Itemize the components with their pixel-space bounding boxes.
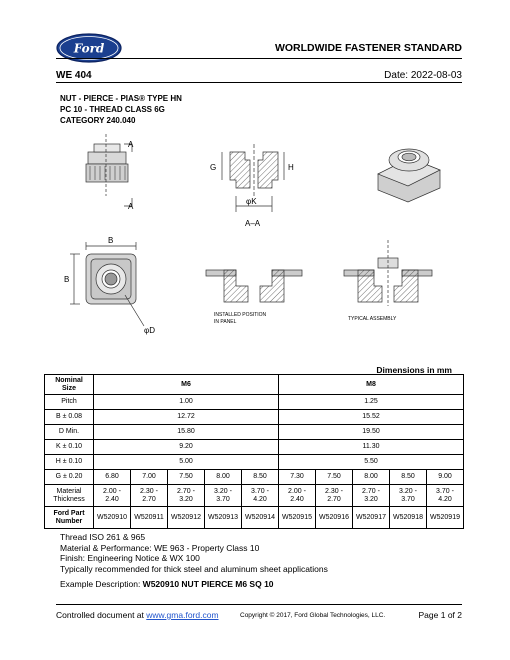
notes: [60, 532, 328, 574]
g-cell: 6.80: [94, 470, 131, 485]
cell-m8: 1.25: [279, 395, 464, 410]
cell-m8: 15.52: [279, 410, 464, 425]
label-d: φD: [144, 326, 155, 335]
table-row: [45, 425, 464, 440]
thickness-cell: 2.30 - 2.70: [316, 485, 353, 507]
table-row: [45, 410, 464, 425]
table-row: [45, 455, 464, 470]
installed-drawing: [206, 270, 302, 302]
nominal-size-label: Nominal Size: [45, 375, 94, 395]
part-number-cell: W520915: [279, 507, 316, 529]
table-row: [45, 440, 464, 455]
assembly-drawing: [344, 240, 432, 306]
label-section: A–A: [245, 219, 261, 228]
size-m8: M8: [279, 375, 464, 395]
controlled-text: Controlled document at: [56, 610, 147, 620]
installed-label-1: INSTALLED POSITION: [214, 312, 267, 318]
g-cell: 7.30: [279, 470, 316, 485]
row-label-k: K ± 0.10: [45, 440, 94, 455]
g-cell: 8.50: [242, 470, 279, 485]
doc-date: Date: 2022-08-03: [384, 70, 462, 81]
part-number-cell: W520914: [242, 507, 279, 529]
footer-page: Page 1 of 2: [418, 610, 462, 620]
label-g: G: [210, 163, 217, 172]
row-label-part-number: Ford Part Number: [45, 507, 94, 529]
thickness-cell: 2.30 - 2.70: [131, 485, 168, 507]
header-rule: [56, 58, 462, 59]
row-label-h: H ± 0.10: [45, 455, 94, 470]
thickness-cell: 2.00 - 2.40: [94, 485, 131, 507]
example-value: W520910 NUT PIERCE M6 SQ 10: [142, 579, 274, 589]
part-line-3: CATEGORY 240.040: [60, 116, 136, 125]
part-number-cell: W520910: [94, 507, 131, 529]
thickness-cell: 2.70 - 3.20: [168, 485, 205, 507]
top-view-drawing: [70, 242, 144, 326]
note-thread: Thread ISO 261 & 965: [60, 532, 146, 542]
row-label-thickness: Material Thickness: [45, 485, 94, 507]
part-number-cell: W520912: [168, 507, 205, 529]
spec-table: [44, 374, 464, 529]
example-description: [60, 579, 274, 589]
thickness-row: [45, 485, 464, 507]
part-number-cell: W520916: [316, 507, 353, 529]
thickness-cell: 3.70 - 4.20: [427, 485, 464, 507]
doc-id: WE 404: [56, 70, 92, 81]
example-prefix: Example Description:: [60, 579, 143, 589]
part-number-cell: W520918: [390, 507, 427, 529]
header-rule-2: [56, 82, 462, 83]
row-label-pitch: Pitch: [45, 395, 94, 410]
label-a-top: A: [128, 140, 134, 149]
cell-m8: 19.50: [279, 425, 464, 440]
part-number-cell: W520917: [353, 507, 390, 529]
label-a-bottom: A: [128, 202, 134, 211]
standard-title: WORLDWIDE FASTENER STANDARD: [274, 42, 462, 54]
label-b-top: B: [108, 236, 114, 245]
g-row: [45, 470, 464, 485]
g-cell: 7.50: [316, 470, 353, 485]
row-label-d: D Min.: [45, 425, 94, 440]
cell-m6: 9.20: [94, 440, 279, 455]
g-cell: 7.50: [168, 470, 205, 485]
label-h: H: [288, 163, 294, 172]
part-number-cell: W520911: [131, 507, 168, 529]
g-cell: 9.00: [427, 470, 464, 485]
part-line-2: PC 10 - THREAD CLASS 6G: [60, 105, 165, 114]
part-description: [60, 93, 182, 126]
g-cell: 8.50: [390, 470, 427, 485]
thickness-cell: 2.70 - 3.20: [353, 485, 390, 507]
note-finish: Finish: Engineering Notice & WX 100: [60, 553, 200, 563]
cell-m6: 5.00: [94, 455, 279, 470]
g-cell: 8.00: [353, 470, 390, 485]
g-cell: 8.00: [205, 470, 242, 485]
isometric-drawing: [378, 149, 440, 202]
installed-label-2: IN PANEL: [214, 319, 237, 325]
part-line-1: NUT - PIERCE - PIAS® TYPE HN: [60, 94, 182, 103]
thickness-cell: 3.20 - 3.70: [205, 485, 242, 507]
gma-link[interactable]: www.gma.ford.com: [146, 610, 219, 620]
thickness-cell: 3.20 - 3.70: [390, 485, 427, 507]
side-view-drawing: [86, 134, 132, 206]
footer-rule: [56, 604, 462, 605]
thickness-cell: 3.70 - 4.20: [242, 485, 279, 507]
part-number-cell: W520919: [427, 507, 464, 529]
cell-m6: 12.72: [94, 410, 279, 425]
logo-text: Ford: [73, 41, 105, 56]
row-label-g: G ± 0.20: [45, 470, 94, 485]
label-k: φK: [246, 197, 257, 206]
size-m6: M6: [94, 375, 279, 395]
table-row: [45, 395, 464, 410]
note-material: Material & Performance: WE 963 - Property Class 10: [60, 542, 260, 553]
thickness-cell: 2.00 - 2.40: [279, 485, 316, 507]
label-b-side: B: [64, 275, 70, 284]
cell-m8: 5.50: [279, 455, 464, 470]
row-label-b: B ± 0.08: [45, 410, 94, 425]
footer-controlled: [56, 610, 219, 620]
technical-drawings: [40, 130, 470, 345]
size-header-row: [45, 375, 464, 395]
dimensions-label: Dimensions in mm: [376, 365, 452, 375]
part-number-row: [45, 507, 464, 529]
typical-label: TYPICAL ASSEMBLY: [348, 316, 397, 322]
note-application: Typically recommended for thick steel and aluminum sheet applications: [60, 563, 328, 574]
g-cell: 7.00: [131, 470, 168, 485]
cell-m6: 1.00: [94, 395, 279, 410]
footer-copyright: Copyright © 2017, Ford Global Technologies, LLC.: [240, 612, 386, 619]
cell-m6: 15.80: [94, 425, 279, 440]
cell-m8: 11.30: [279, 440, 464, 455]
part-number-cell: W520913: [205, 507, 242, 529]
